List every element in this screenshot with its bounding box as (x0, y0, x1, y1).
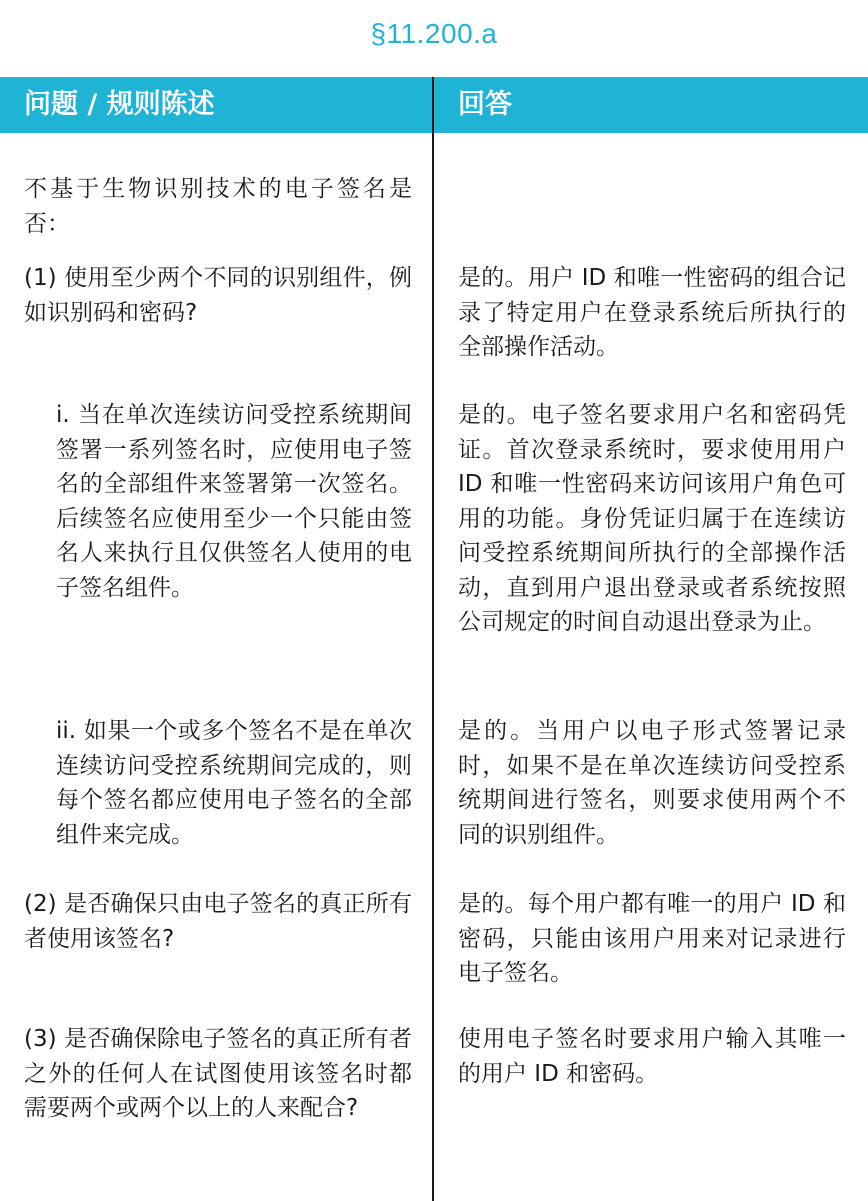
answer-3: 使用电子签名时要求用户输入其唯一的用户 ID 和密码。 (458, 1026, 846, 1087)
answer-1-ii: 是的。当用户以电子形式签署记录时，如果不是在单次连续访问受控系统期间进行签名，则要求使用两个不同的识别组件。 (458, 718, 846, 848)
header-question: 问题 / 规则陈述 (24, 89, 215, 120)
section-title: §11.200.a (370, 18, 498, 49)
question-1-ii: ii. 如果一个或多个签名不是在单次连续访问受控系统期间完成的，则每个签名都应使用电子签名的全部组件来完成。 (56, 718, 412, 848)
table-header (0, 77, 868, 133)
header-answer: 回答 (458, 89, 512, 120)
question-intro: 不基于生物识别技术的电子签名是否： (24, 176, 412, 237)
question-2: (2) 是否确保只由电子签名的真正所有者使用该签名? (24, 891, 412, 952)
answer-2: 是的。每个用户都有唯一的用户 ID 和密码，只能由该用户用来对记录进行电子签名。 (458, 891, 846, 986)
answer-1-i: 是的。电子签名要求用户名和密码凭证。首次登录系统时，要求使用用户 ID 和唯一性密码来访问该用户角色可用的功能。身份凭证归属于在连续访问受控系统期间所执行的全部操作活动，直到用户退出登录或者系统按照公司规定的时间自动退出登录为止。 (458, 402, 846, 635)
question-1: (1) 使用至少两个不同的识别组件，例如识别码和密码? (24, 265, 412, 326)
question-3: (3) 是否确保除电子签名的真正所有者之外的任何人在试图使用该签名时都需要两个或两个以上的人来配合? (24, 1026, 412, 1121)
column-divider (432, 77, 434, 1201)
answer-1: 是的。用户 ID 和唯一性密码的组合记录了特定用户在登录系统后所执行的全部操作活动。 (458, 265, 846, 360)
question-1-i: i. 当在单次连续访问受控系统期间签署一系列签名时，应使用电子签名的全部组件来签署第一次签名。后续签名应使用至少一个只能由签名人来执行且仅供签名人使用的电子签名组件。 (56, 402, 412, 601)
